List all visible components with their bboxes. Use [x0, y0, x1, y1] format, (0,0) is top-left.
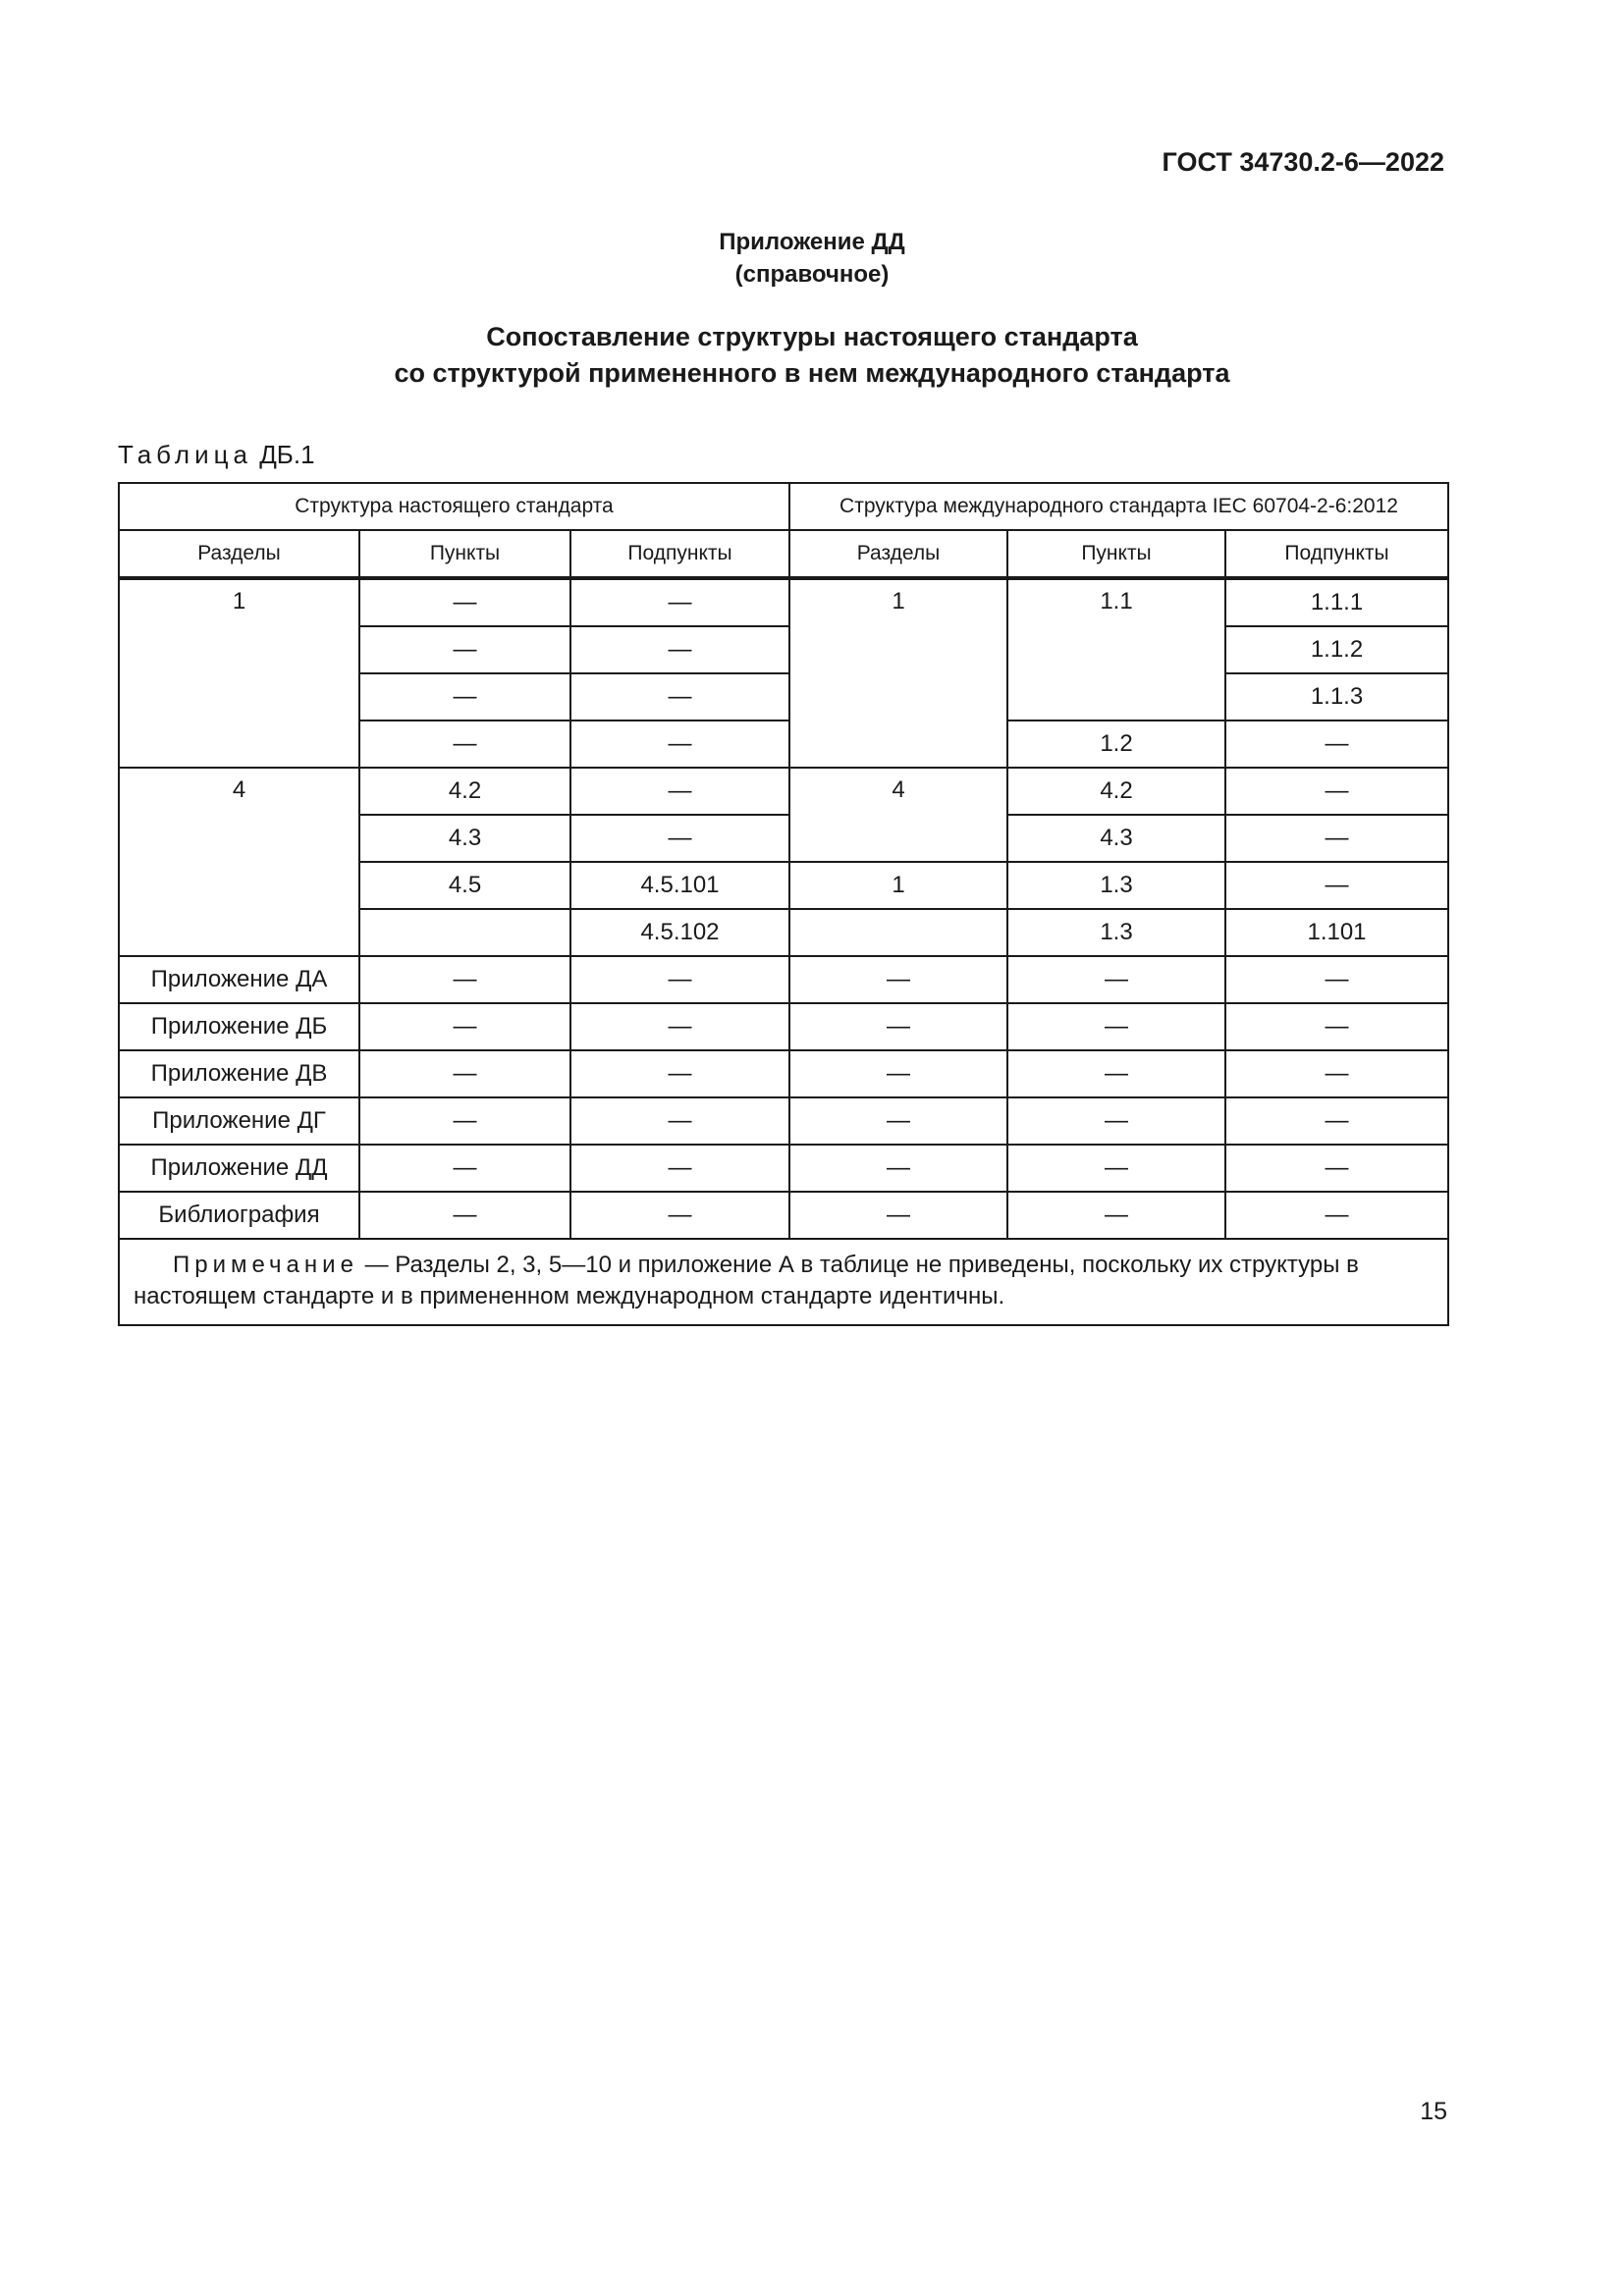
- table-note: [119, 1239, 1448, 1325]
- table-cell: —: [359, 626, 570, 673]
- column-header: Пункты: [359, 530, 570, 578]
- table-cell: —: [570, 1050, 789, 1097]
- table-cell: —: [570, 578, 789, 626]
- table-cell: —: [570, 1097, 789, 1145]
- table-cell: —: [789, 956, 1007, 1003]
- table-row: [119, 1050, 1448, 1097]
- note-label: Примечание: [173, 1252, 358, 1278]
- table-cell: [789, 909, 1007, 956]
- table-row: [119, 1003, 1448, 1050]
- table-cell: 4.2: [359, 768, 570, 815]
- table-cell: —: [1225, 1050, 1448, 1097]
- table-cell: —: [1225, 1097, 1448, 1145]
- table-cell: —: [359, 1003, 570, 1050]
- table-cell: —: [359, 673, 570, 721]
- table-cell: —: [1007, 1097, 1225, 1145]
- table-cell: —: [570, 626, 789, 673]
- table-cell: 1.1.3: [1225, 673, 1448, 721]
- table-cell: 4.2: [1007, 768, 1225, 815]
- table-cell: 1: [789, 578, 1007, 768]
- table-cell: 1.1.2: [1225, 626, 1448, 673]
- table-cell: —: [789, 1003, 1007, 1050]
- table-cell: Приложение ДГ: [119, 1097, 359, 1145]
- table-cell: —: [1007, 1050, 1225, 1097]
- appendix-title: Приложение ДД: [719, 229, 905, 255]
- table-cell: —: [570, 673, 789, 721]
- table-caption: [118, 440, 315, 470]
- table-cell: —: [359, 956, 570, 1003]
- table-row: [119, 1097, 1448, 1145]
- table-note-row: [119, 1239, 1448, 1325]
- table-caption-label: Таблица: [118, 440, 252, 469]
- table-cell: 1.3: [1007, 909, 1225, 956]
- table-cell: 4.3: [1007, 815, 1225, 862]
- group-header-national: Структура настоящего стандарта: [119, 483, 789, 530]
- table-cell: 1.3: [1007, 862, 1225, 909]
- table-row: [119, 578, 1448, 626]
- table-column-header-row: [119, 530, 1448, 578]
- table-cell: 1: [119, 578, 359, 768]
- table-cell: —: [789, 1050, 1007, 1097]
- table-cell: —: [570, 721, 789, 768]
- group-header-international: Структура международного стандарта IEC 60704-2-6:2012: [789, 483, 1448, 530]
- document-code: ГОСТ 34730.2-6—2022: [1162, 147, 1444, 177]
- table-cell: 4: [789, 768, 1007, 862]
- table-cell: 4: [119, 768, 359, 956]
- note-text: — Разделы 2, 3, 5—10 и приложение А в таблице не приведены, поскольку их структуры в настоящем стандарте и в примененном международном стандарте идентичны.: [134, 1252, 1359, 1309]
- table-group-header-row: [119, 483, 1448, 530]
- table-cell: 1.1: [1007, 578, 1225, 721]
- page-number: 15: [1420, 2098, 1447, 2125]
- table-cell: —: [359, 1192, 570, 1239]
- table-cell: 4.5.102: [570, 909, 789, 956]
- table-cell: —: [1225, 956, 1448, 1003]
- table-cell: —: [789, 1145, 1007, 1192]
- table-cell: —: [1007, 1192, 1225, 1239]
- page-title-line-1: Сопоставление структуры настоящего стандарта: [486, 322, 1138, 351]
- table-cell: —: [1225, 815, 1448, 862]
- table-cell: —: [570, 815, 789, 862]
- table-cell: Приложение ДВ: [119, 1050, 359, 1097]
- column-header: Разделы: [119, 530, 359, 578]
- table-cell: 4.5.101: [570, 862, 789, 909]
- table-cell: 1.2: [1007, 721, 1225, 768]
- table-cell: —: [1225, 768, 1448, 815]
- table-cell: —: [1225, 1192, 1448, 1239]
- table-cell: —: [1225, 1145, 1448, 1192]
- table-row: [119, 768, 1448, 815]
- table-cell: —: [359, 1145, 570, 1192]
- table-cell: —: [570, 956, 789, 1003]
- table-cell: —: [570, 1145, 789, 1192]
- table-cell: Приложение ДА: [119, 956, 359, 1003]
- table-cell: —: [359, 578, 570, 626]
- appendix-subtitle: (справочное): [734, 261, 890, 288]
- table-cell: —: [789, 1192, 1007, 1239]
- table-cell: —: [1225, 1003, 1448, 1050]
- table-cell: 1.1.1: [1225, 578, 1448, 626]
- table-cell: —: [789, 1097, 1007, 1145]
- table-cell: —: [359, 1097, 570, 1145]
- table-cell: —: [1225, 862, 1448, 909]
- table-cell: Приложение ДД: [119, 1145, 359, 1192]
- column-header: Подпункты: [570, 530, 789, 578]
- table-cell: —: [359, 721, 570, 768]
- table-cell: 4.5: [359, 862, 570, 909]
- table-cell: —: [1007, 956, 1225, 1003]
- table-cell: —: [570, 1192, 789, 1239]
- table-cell: Библиография: [119, 1192, 359, 1239]
- table-cell: 1: [789, 862, 1007, 909]
- structure-comparison-table: [118, 482, 1449, 1326]
- table-row: [119, 1145, 1448, 1192]
- table-cell: —: [1007, 1145, 1225, 1192]
- table-cell: Приложение ДБ: [119, 1003, 359, 1050]
- table-cell: 1.101: [1225, 909, 1448, 956]
- column-header: Пункты: [1007, 530, 1225, 578]
- table-cell: —: [1225, 721, 1448, 768]
- table-cell: —: [570, 768, 789, 815]
- table-caption-number: ДБ.1: [259, 440, 315, 469]
- table-row: [119, 956, 1448, 1003]
- page-title: [0, 319, 1624, 392]
- table-cell: —: [359, 1050, 570, 1097]
- column-header: Подпункты: [1225, 530, 1448, 578]
- table-cell: [359, 909, 570, 956]
- appendix-heading: [0, 226, 1624, 291]
- table-cell: 4.3: [359, 815, 570, 862]
- table-cell: —: [1007, 1003, 1225, 1050]
- table-row: [119, 1192, 1448, 1239]
- page-title-line-2: со структурой примененного в нем международного стандарта: [394, 358, 1230, 388]
- table-cell: —: [570, 1003, 789, 1050]
- column-header: Разделы: [789, 530, 1007, 578]
